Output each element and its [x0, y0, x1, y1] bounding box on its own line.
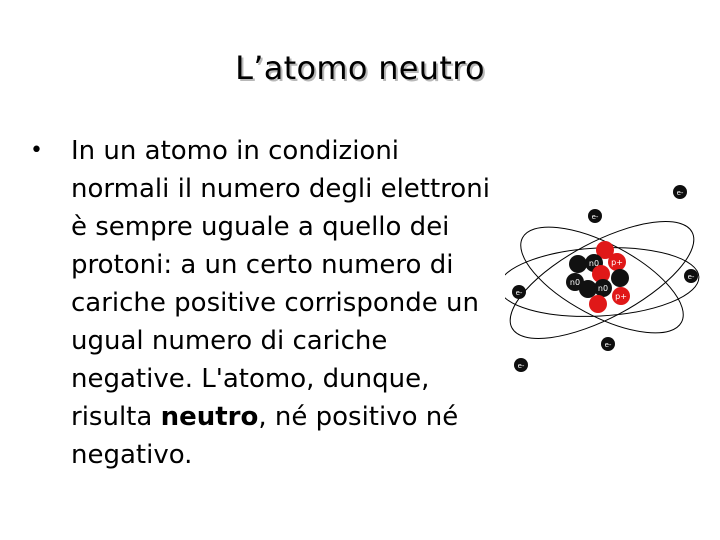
proton-particle [589, 295, 607, 313]
bullet-text-part2: , né positivo né negativo. [71, 402, 459, 470]
nucleus-label: n0 [569, 278, 581, 287]
bullet-item [30, 132, 500, 474]
electron [684, 269, 698, 283]
electron [512, 285, 526, 299]
nucleus-label: p+ [615, 292, 627, 301]
electron [514, 358, 528, 372]
svg-text:e-: e- [687, 273, 695, 281]
atom-illustration [505, 180, 700, 375]
neutron-particle [569, 255, 587, 273]
svg-text:e-: e- [517, 362, 525, 370]
nucleus-label: n0 [588, 259, 600, 268]
nucleus-label: n0 [597, 284, 609, 293]
electron [588, 209, 602, 223]
svg-text:e-: e- [591, 213, 599, 221]
neutron-particle [611, 269, 629, 287]
bullet-text [71, 132, 500, 474]
bullet-text-part1: In un atomo in condizioni normali il numero degli elettroni è sempre uguale a quello dei protoni: a un certo numero di cariche positive corrisponde un ugual numero di cariche negative. L'atomo, dunque, risulta [71, 136, 490, 432]
svg-text:e-: e- [676, 189, 684, 197]
bullet-text-emphasis: neutro [160, 402, 259, 432]
nucleus-label: p+ [611, 258, 623, 267]
electron [673, 185, 687, 199]
svg-text:e-: e- [604, 341, 612, 349]
slide-title: L’atomo neutro [235, 49, 485, 87]
nucleus [566, 241, 630, 313]
electron [601, 337, 615, 351]
bullet-dot: • [30, 138, 43, 163]
svg-text:e-: e- [515, 289, 523, 297]
